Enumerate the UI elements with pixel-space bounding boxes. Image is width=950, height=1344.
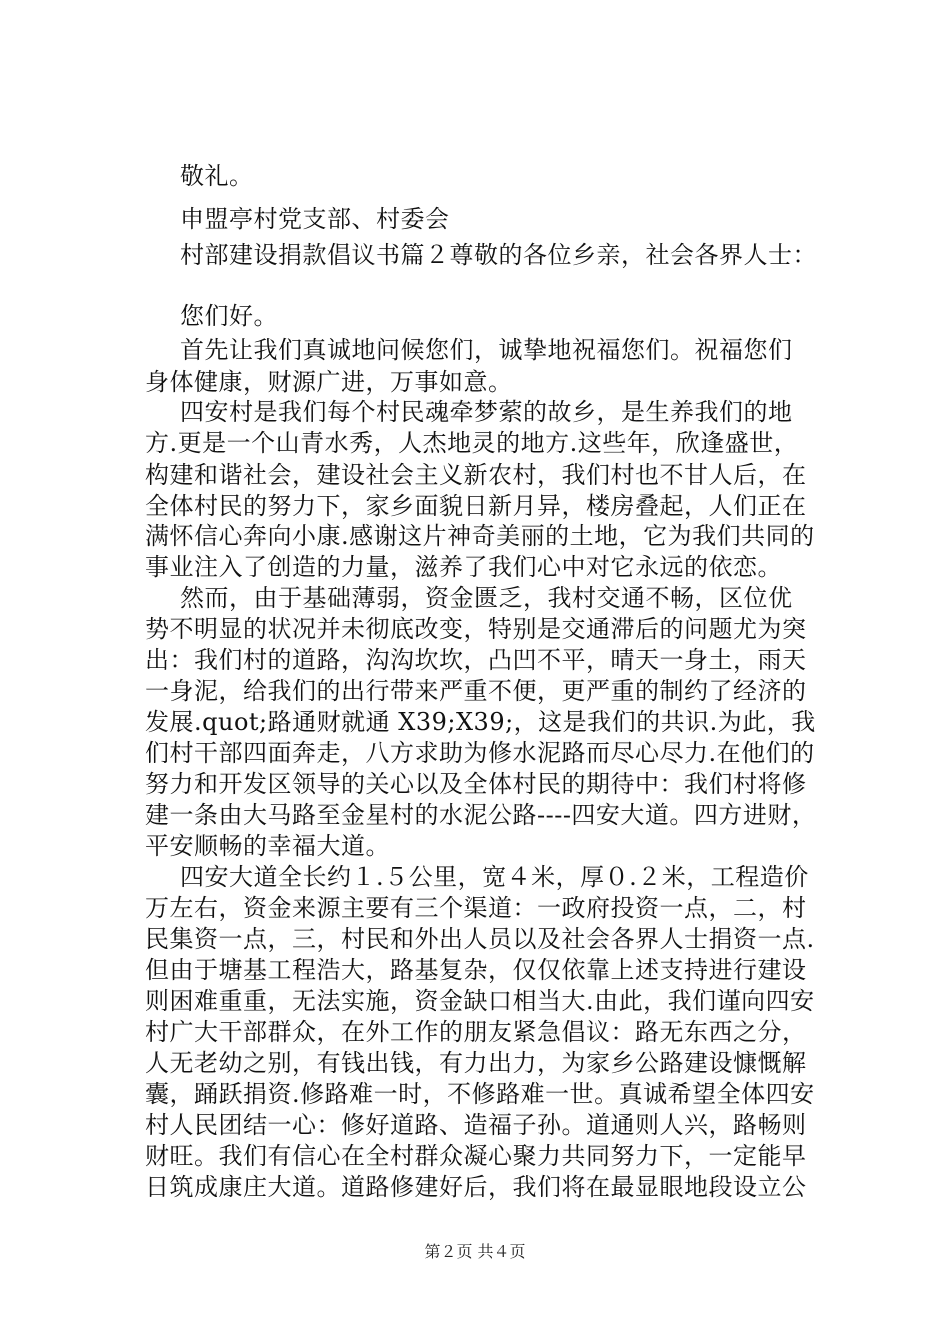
text-line: 囊，踊跃捐资.修路难一时，不修路难一世。真诚希望全体四安 <box>145 1080 815 1108</box>
text-line: 身体健康，财源广进，万事如意。 <box>145 368 513 396</box>
text-line: 申盟亭村党支部、村委会 <box>180 205 450 233</box>
text-line: 村部建设捐款倡议书篇２尊敬的各位乡亲，社会各界人士： <box>180 241 817 269</box>
text-line: 发展.quot;路通财就通 X39;X39;，这是我们的共识.为此，我 <box>145 708 816 736</box>
text-line: 则困难重重，无法实施，资金缺口相当大.由此，我们谨向四安 <box>145 987 815 1015</box>
text-line: 出：我们村的道路，沟沟坎坎，凸凹不平，晴天一身土，雨天 <box>145 646 807 674</box>
text-line: 努力和开发区领导的关心以及全体村民的期待中：我们村将修 <box>145 770 807 798</box>
text-line: 敬礼。 <box>180 162 254 190</box>
text-line: 四安大道全长约１.５公里，宽４米，厚０.２米，工程造价 <box>180 863 809 891</box>
text-line: 事业注入了创造的力量，滋养了我们心中对它永远的依恋。 <box>145 553 782 581</box>
page-number-footer: 第２页 共４页 <box>424 1242 526 1261</box>
text-line: 民集资一点，三，村民和外出人员以及社会各界人士捐资一点. <box>145 925 815 953</box>
text-line: 但由于塘基工程浩大，路基复杂，仅仅依靠上述支持进行建设 <box>145 956 807 984</box>
text-line: 们村干部四面奔走，八方求助为修水泥路而尽心尽力.在他们的 <box>145 739 815 767</box>
text-line: 构建和谐社会，建设社会主义新农村，我们村也不甘人后，在 <box>145 461 807 489</box>
text-line: 满怀信心奔向小康.感谢这片神奇美丽的土地，它为我们共同的 <box>145 522 815 550</box>
text-line: 村人民团结一心：修好道路、造福子孙。道通则人兴，路畅则 <box>145 1111 807 1139</box>
text-line: 然而，由于基础薄弱，资金匮乏，我村交通不畅，区位优 <box>180 584 793 612</box>
text-line: 方.更是一个山青水秀，人杰地灵的地方.这些年，欣逢盛世， <box>145 429 799 457</box>
text-line: 势不明显的状况并未彻底改变，特别是交通滞后的问题尤为突 <box>145 615 807 643</box>
text-line: 四安村是我们每个村民魂牵梦萦的故乡，是生养我们的地 <box>180 398 793 426</box>
text-line: 财旺。我们有信心在全村群众凝心聚力共同努力下，一定能早 <box>145 1142 807 1170</box>
text-line: 日筑成康庄大道。道路修建好后，我们将在最显眼地段设立公 <box>145 1173 807 1201</box>
text-line: 建一条由大马路至金星村的水泥公路----四安大道。四方进财， <box>145 801 817 829</box>
text-line: 全体村民的努力下，家乡面貌日新月异，楼房叠起，人们正在 <box>145 492 807 520</box>
text-line: 一身泥，给我们的出行带来严重不便，更严重的制约了经济的 <box>145 677 807 705</box>
text-line: 村广大干部群众，在外工作的朋友紧急倡议：路无东西之分， <box>145 1018 807 1046</box>
text-line: 首先让我们真诚地问候您们，诚挚地祝福您们。祝福您们 <box>180 336 793 364</box>
text-line: 万左右，资金来源主要有三个渠道：一政府投资一点，二，村 <box>145 894 807 922</box>
text-line: 平安顺畅的幸福大道。 <box>145 832 390 860</box>
text-line: 您们好。 <box>180 302 278 330</box>
text-line: 人无老幼之别，有钱出钱，有力出力，为家乡公路建设慷慨解 <box>145 1049 807 1077</box>
